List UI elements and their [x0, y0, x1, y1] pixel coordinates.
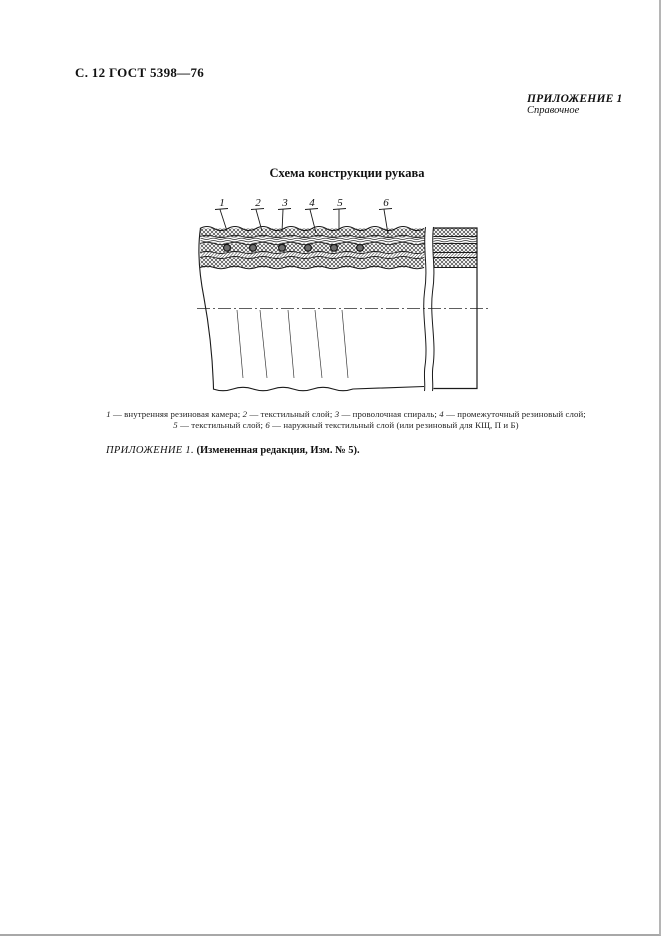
- caption-item: 6 — наружный текстильный слой (или резиновый для КЩ, П и Б): [265, 420, 519, 431]
- callout-underline: [278, 209, 291, 210]
- callout-label: 1: [219, 197, 225, 209]
- callout-label: 4: [309, 197, 315, 209]
- appendix-heading: [527, 93, 622, 117]
- callout-label: 2: [255, 197, 261, 209]
- outer-layer-band: [434, 228, 478, 237]
- caption-line-1: [40, 409, 652, 420]
- callout-underline: [215, 209, 228, 210]
- callout-4: [305, 197, 318, 233]
- callout-label: 5: [337, 197, 343, 209]
- revision-note: [106, 445, 360, 456]
- textile-layer-band: [434, 237, 478, 244]
- inner-chamber-band: [434, 258, 478, 268]
- figure-caption: [40, 409, 652, 431]
- wire-spiral-cross-section: [279, 244, 286, 251]
- revision-note-text: (Измененная редакция, Изм. № 5).: [193, 445, 360, 456]
- wire-spiral-cross-section: [224, 244, 231, 251]
- caption-item: 4 — промежуточный резиновый слой;: [439, 409, 586, 419]
- caption-item: 1 — внутренняя резиновая камера;: [106, 409, 243, 419]
- callout-label: 3: [282, 197, 288, 209]
- intermediate-rubber-band: [434, 253, 478, 258]
- section-break-lines: [424, 227, 434, 391]
- wire-spiral-cross-section: [305, 244, 312, 251]
- callout-underline: [305, 209, 318, 210]
- page-header: С. 12 ГОСТ 5398—76: [75, 65, 205, 80]
- callout-underline: [251, 209, 264, 210]
- caption-item: 2 — текстильный слой;: [242, 409, 335, 419]
- hose-construction-diagram: [180, 190, 500, 400]
- callout-leader-line: [220, 210, 227, 232]
- spiral-layer-band: [434, 244, 478, 253]
- callout-underline: [333, 209, 346, 210]
- wire-spiral-cross-section: [357, 244, 364, 251]
- hose-bottom-break-edge: [213, 387, 424, 391]
- wire-spiral-cross-section: [250, 244, 257, 251]
- revision-note-appendix: ПРИЛОЖЕНИЕ 1.: [106, 445, 194, 456]
- caption-item: 5 — текстильный слой;: [173, 420, 266, 431]
- figure-title: Схема конструкции рукава: [269, 166, 425, 180]
- callout-5: [333, 197, 346, 231]
- caption-item: 3 — проволочная спираль;: [334, 409, 440, 419]
- interior-spiral-lines: [237, 310, 348, 378]
- caption-line-2: [40, 420, 652, 431]
- callout-underline: [379, 209, 392, 210]
- callout-label: 6: [383, 197, 389, 209]
- callout-2: [251, 197, 264, 231]
- appendix-label: ПРИЛОЖЕНИЕ 1: [527, 93, 623, 105]
- wire-spiral-cross-section: [331, 244, 338, 251]
- appendix-type: Справочное: [527, 105, 580, 116]
- callout-1: [215, 197, 228, 231]
